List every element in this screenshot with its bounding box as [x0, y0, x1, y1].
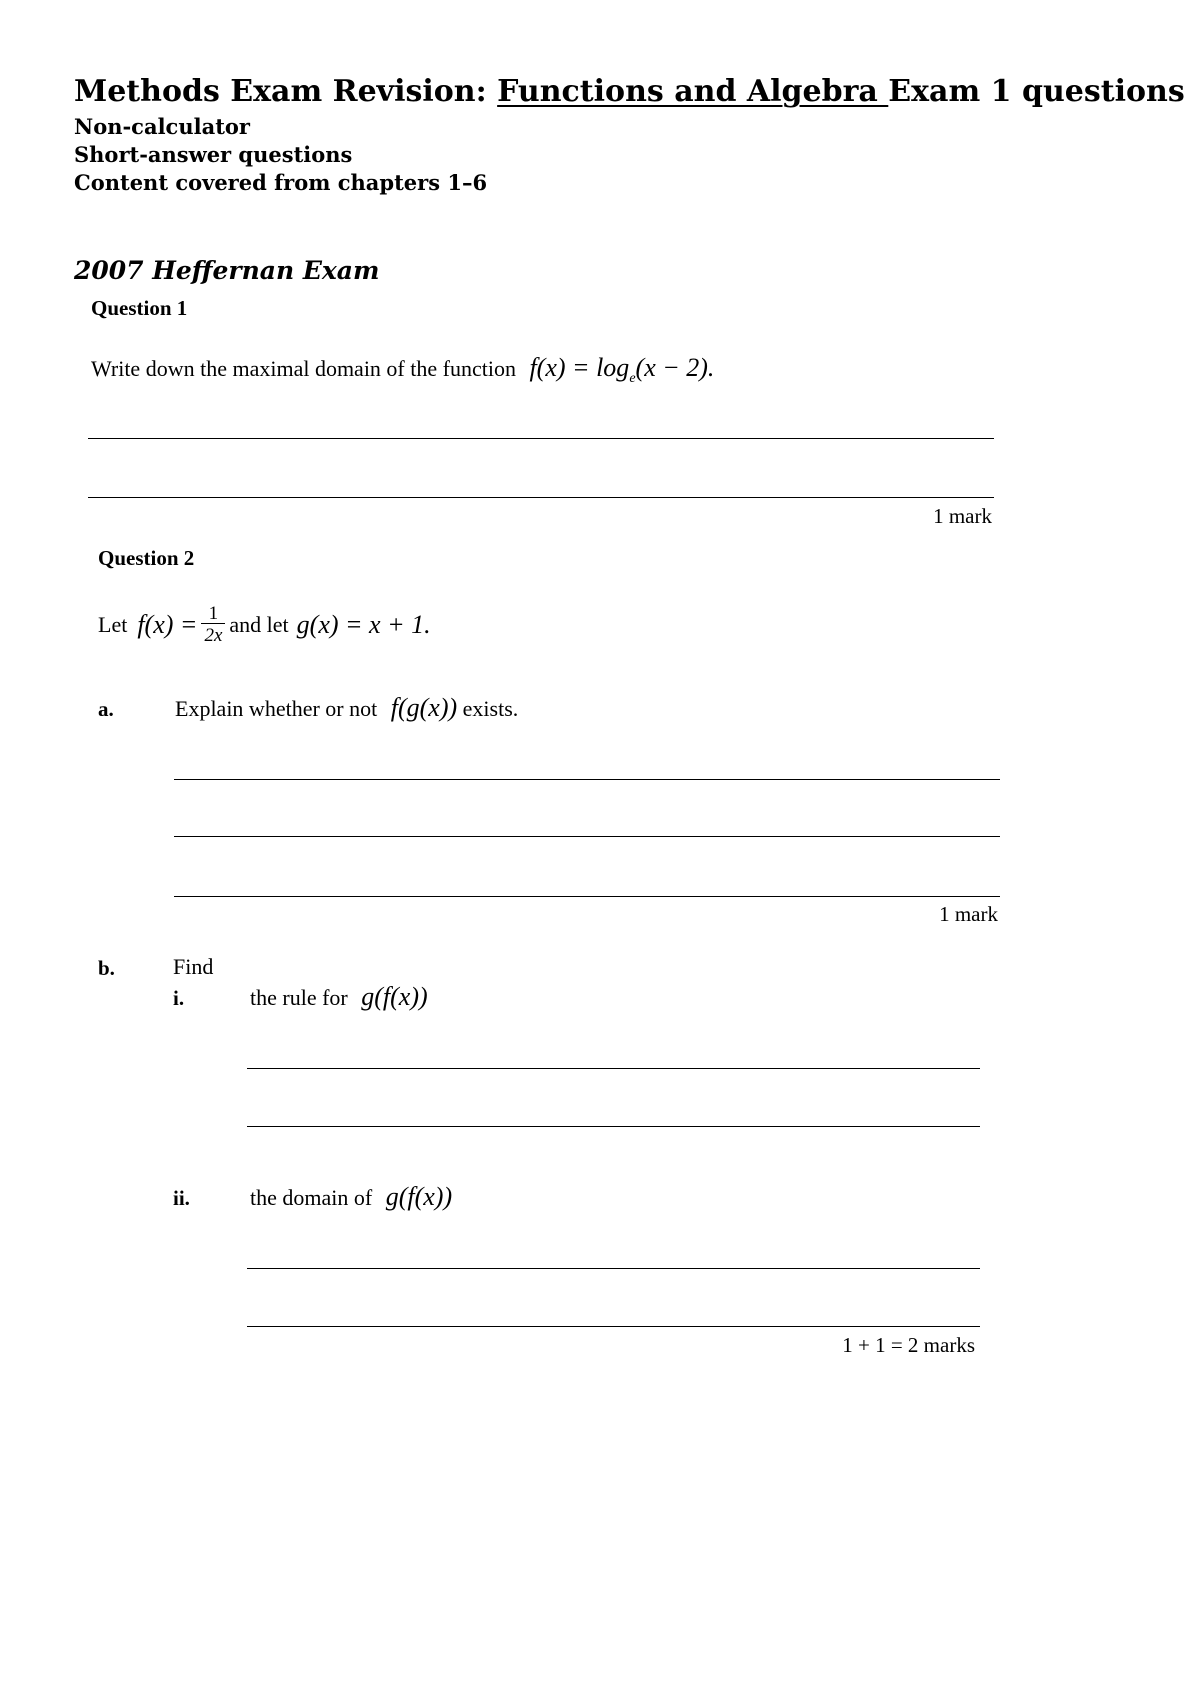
question-1-label: Question 1 — [91, 296, 188, 320]
header-line-1: Non-calculator — [74, 114, 250, 139]
q1-math-head: f(x) = log — [529, 353, 630, 382]
question-2-definition — [98, 604, 431, 645]
answer-line — [247, 1126, 980, 1127]
header-line-3: Content covered from chapters 1–6 — [74, 170, 488, 195]
part-a-label: a. — [98, 697, 114, 721]
part-b-ii-prompt: the domain of — [250, 1185, 373, 1210]
part-a-tail: exists. — [462, 696, 519, 721]
fraction-numerator: 1 — [208, 603, 219, 624]
g-definition: g(x) = x + 1. — [296, 609, 431, 639]
part-b-label: b. — [98, 956, 115, 980]
answer-line — [174, 896, 1000, 897]
let-text: Let — [98, 611, 128, 637]
title-suffix: Exam 1 questions — [888, 74, 1185, 109]
part-b-i-prompt: the rule for — [250, 985, 348, 1010]
f-definition: f(x) = — [137, 609, 198, 639]
part-a-prompt: Explain whether or not — [175, 696, 378, 721]
answer-line — [174, 836, 1000, 837]
part-a-marks: 1 mark — [939, 902, 998, 926]
part-a-math: f(g(x)) — [390, 693, 458, 722]
title-topic: Functions and Algebra — [497, 74, 889, 109]
part-b-i-label: i. — [173, 986, 185, 1010]
and-let-text: and let — [229, 611, 289, 637]
answer-line — [88, 438, 994, 439]
title-prefix: Methods Exam Revision: — [74, 74, 498, 109]
part-b-marks: 1 + 1 = 2 marks — [842, 1333, 975, 1357]
question-2-label: Question 2 — [98, 546, 195, 570]
answer-line — [88, 497, 994, 498]
answer-line — [174, 779, 1000, 780]
q1-math-tail: (x − 2). — [635, 353, 715, 382]
part-b-i-text — [250, 982, 428, 1012]
part-b-ii-label: ii. — [173, 1186, 190, 1210]
part-a-text — [175, 693, 518, 723]
exam-name: 2007 Heffernan Exam — [74, 256, 380, 285]
answer-line — [247, 1268, 980, 1269]
part-b-ii-text — [250, 1182, 452, 1212]
q1-math-sub: e — [629, 371, 636, 387]
part-b-ii-math: g(f(x)) — [385, 1182, 453, 1211]
part-b-i-math: g(f(x)) — [361, 982, 428, 1011]
question-1-math — [529, 353, 715, 387]
question-1-prompt: Write down the maximal domain of the function — [91, 356, 516, 381]
question-1-marks: 1 mark — [933, 504, 992, 528]
answer-line — [247, 1326, 980, 1327]
header-line-2: Short-answer questions — [74, 142, 353, 167]
part-b-text: Find — [173, 954, 214, 979]
page-title — [74, 74, 1185, 109]
fraction-denominator: 2x — [201, 623, 225, 645]
fraction — [201, 604, 225, 645]
answer-line — [247, 1068, 980, 1069]
question-1-text — [91, 353, 714, 387]
